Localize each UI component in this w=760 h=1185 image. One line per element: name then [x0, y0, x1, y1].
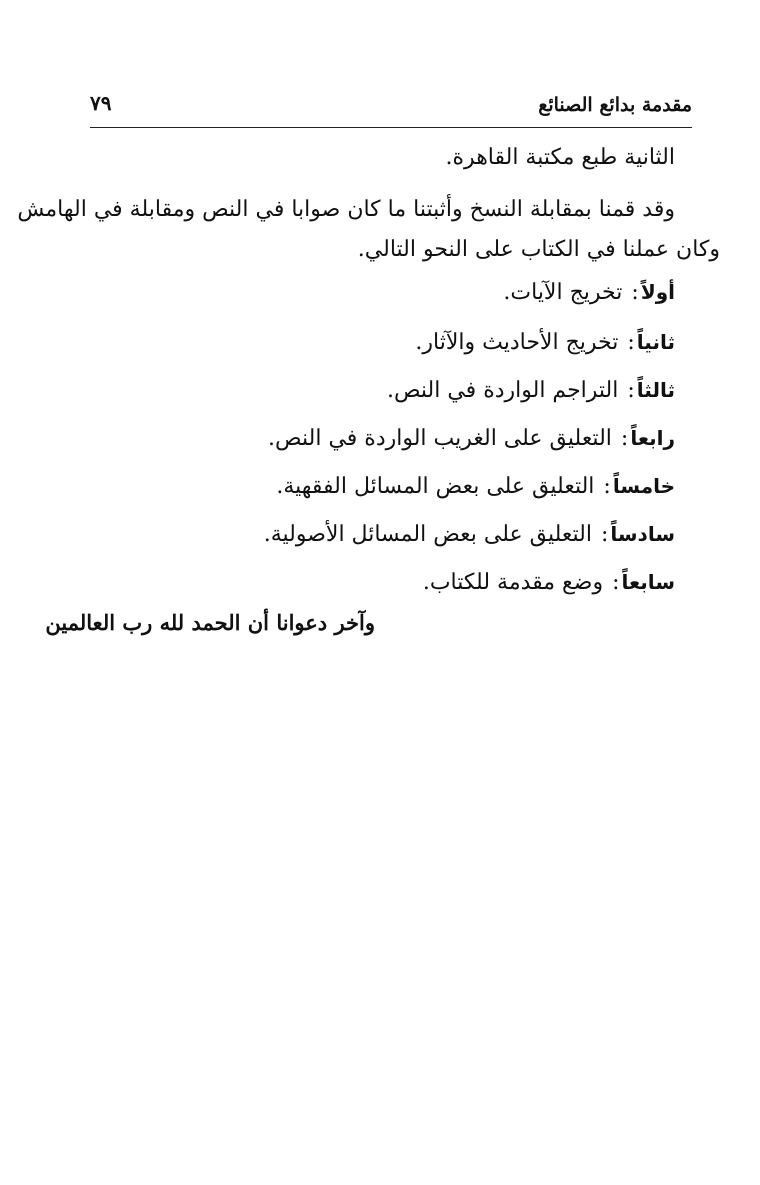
paragraph-line: وقد قمنا بمقابلة النسخ وأثبتنا ما كان صوابا في النص ومقابلة في الهامش: [17, 197, 675, 222]
list-item-text: تخريج الآيات.: [503, 280, 623, 305]
list-item: [276, 469, 675, 504]
list-item-text: التراجم الواردة في النص.: [386, 378, 619, 403]
list-item-label: ثانياً: [636, 330, 675, 354]
page-number: ٧٩: [90, 91, 112, 115]
list-item-separator: :: [627, 330, 635, 355]
list-item-label: أولاً: [640, 280, 675, 304]
list-item: [415, 325, 675, 360]
list-item-label: ثالثاً: [636, 378, 675, 402]
list-item-text: تخريج الأحاديث والآثار.: [415, 330, 619, 355]
list-item: [423, 565, 675, 600]
list-item-separator: :: [631, 280, 639, 305]
list-item-separator: :: [600, 522, 609, 547]
list-item: [503, 275, 675, 310]
list-item-separator: :: [612, 570, 620, 595]
list-item-label: سابعاً: [621, 570, 675, 594]
paragraph-line: وكان عملنا في الكتاب على النحو التالي.: [357, 237, 720, 262]
list-item-text: التعليق على الغريب الواردة في النص.: [268, 426, 612, 451]
header-divider: [90, 127, 692, 128]
list-item-label: سادساً: [610, 522, 675, 546]
list-item: [268, 421, 675, 456]
list-item-separator: :: [627, 378, 635, 403]
list-item-text: التعليق على بعض المسائل الأصولية.: [263, 522, 592, 547]
list-item-separator: :: [603, 474, 611, 499]
list-item-text: وضع مقدمة للكتاب.: [422, 570, 604, 595]
paragraph-line: الثانية طبع مكتبة القاهرة.: [445, 145, 675, 170]
list-item-label: خامساً: [612, 474, 675, 498]
list-item-label: رابعاً: [630, 426, 675, 450]
page-header: [90, 88, 692, 126]
list-item-separator: :: [620, 426, 629, 451]
list-item: [387, 373, 675, 408]
list-item-text: التعليق على بعض المسائل الفقهية.: [276, 474, 595, 499]
list-item: [264, 517, 675, 552]
closing-line: وآخر دعوانا أن الحمد لله رب العالمين: [45, 610, 375, 635]
running-title: مقدمة بدائع الصنائع: [538, 94, 692, 116]
